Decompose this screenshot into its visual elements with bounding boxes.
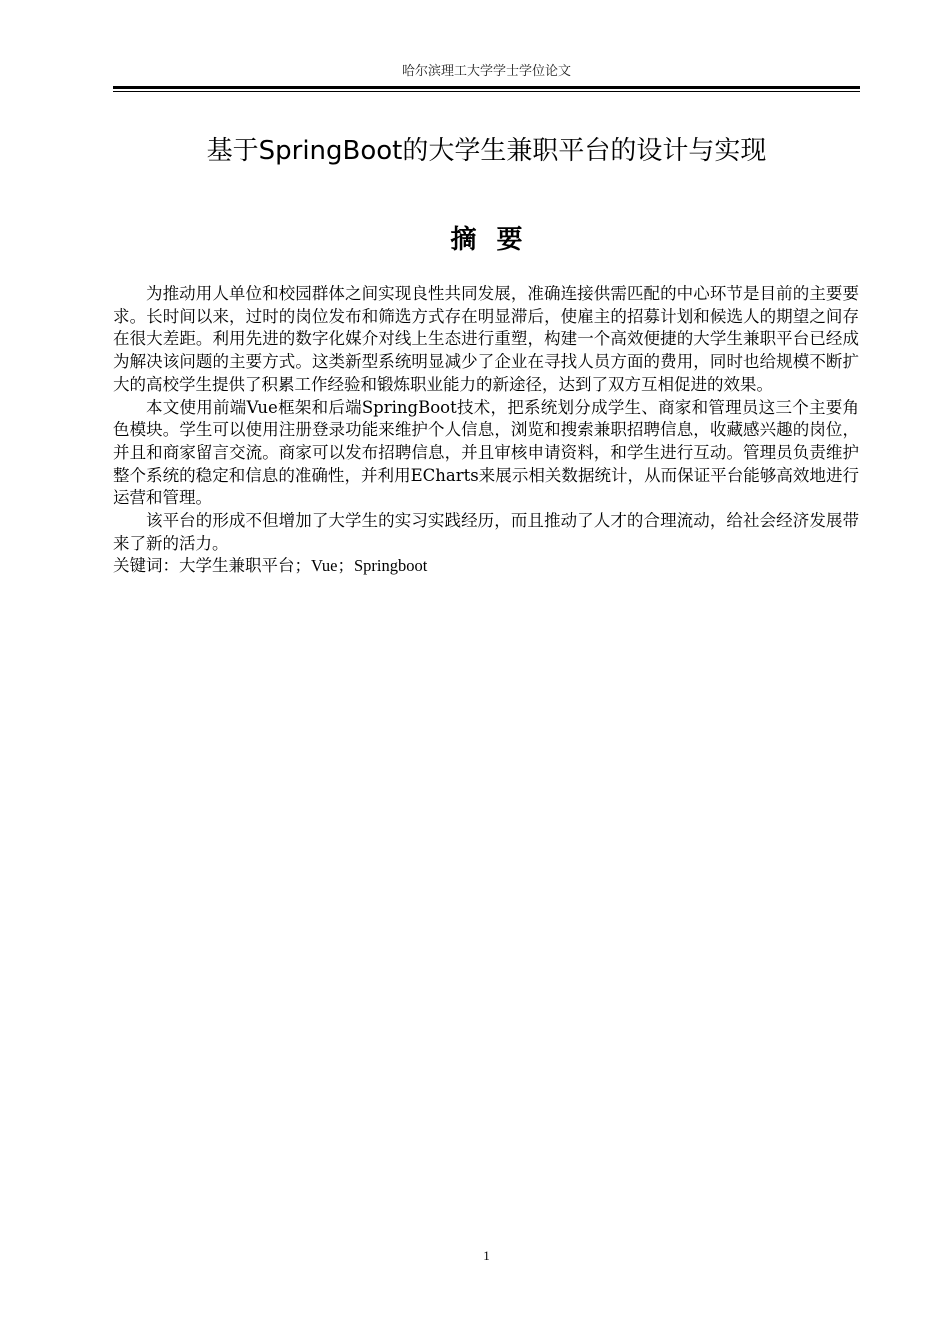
abstract-paragraph-3: 该平台的形成不但增加了大学生的实习实践经历，而且推动了人才的合理流动，给社会经济发展带来了新的活力。 [113,511,859,553]
page-number: 1 [483,1248,490,1263]
abstract-paragraph-2: 本文使用前端Vue框架和后端SpringBoot技术，把系统划分成学生、商家和管理员这三个主要角色模块。学生可以使用注册登录功能来维护个人信息，浏览和搜索兼职招聘信息，收藏感兴趣的岗位，并且和商家留言交流。商家可以发布招聘信息，并且审核申请资料，和学生进行互动。管理员负责维护整个系统的稳定和信息的准确性，并利用ECharts来展示相关数据统计，从而保证平台能够高效地进行运营和管理。 [113,397,859,508]
abstract-heading: 摘要 [450,225,543,255]
running-header: 哈尔滨理工大学学士学位论文 [401,64,571,79]
abstract-body [113,283,859,578]
thesis-title: 基于SpringBoot的大学生兼职平台的设计与实现 [206,136,767,166]
abstract-paragraph-1: 为推动用人单位和校园群体之间实现良性共同发展，准确连接供需匹配的中心环节是目前的主要要求。长时间以来，过时的岗位发布和筛选方式存在明显滞后，使雇主的招募计划和候选人的期望之间存在很大差距。利用先进的数字化媒介对线上生态进行重塑，构建一个高效便捷的大学生兼职平台已经成为解决该问题的主要方式。这类新型系统明显减少了企业在寻找人员方面的费用，同时也给规模不断扩大的高校学生提供了积累工作经验和锻炼职业能力的新途径，达到了双方互相促进的效果。 [113,284,859,394]
header-rule-thick [113,86,860,89]
keywords-value: 大学生兼职平台；Vue；Springboot [179,556,428,576]
keywords-line [113,555,859,578]
keywords-label: 关键词： [113,556,179,576]
header-rule-thin [113,91,860,92]
